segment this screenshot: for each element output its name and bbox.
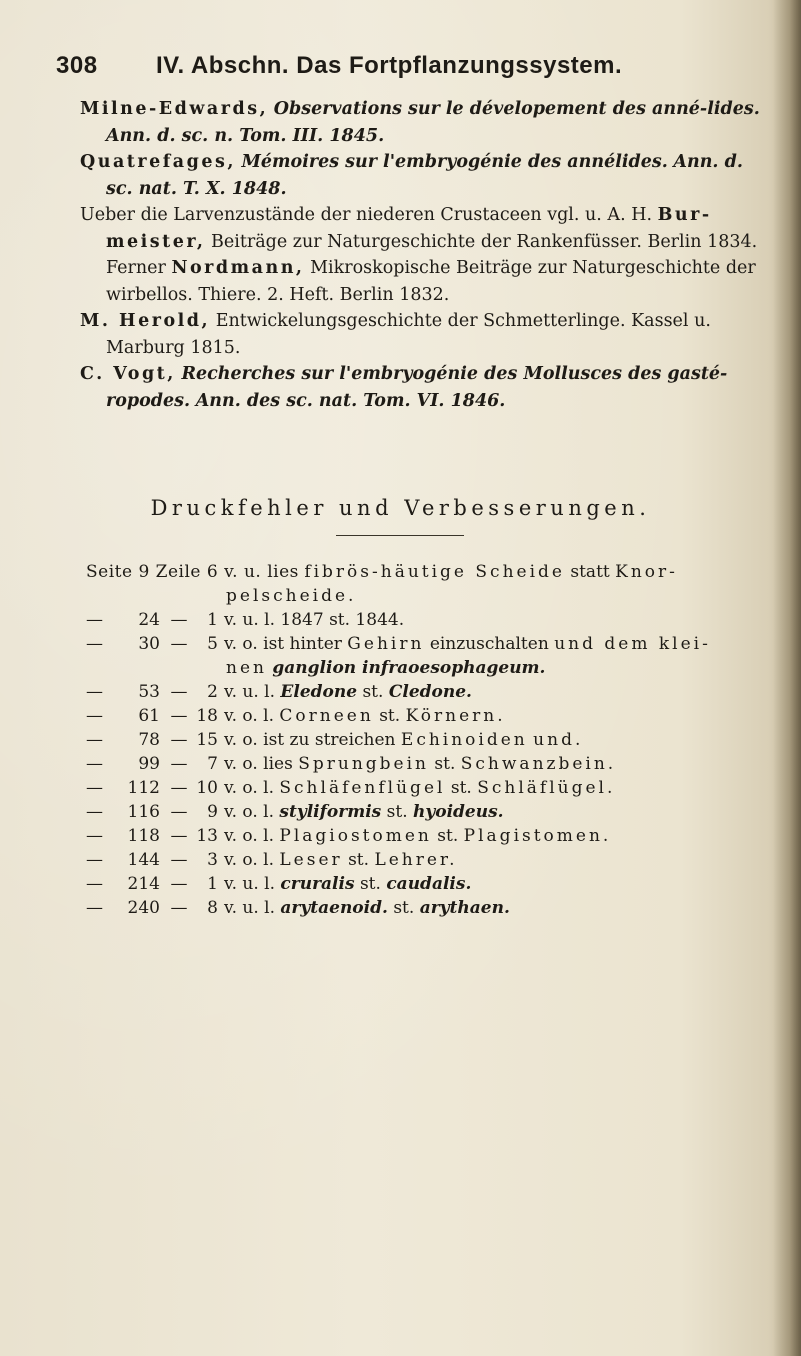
reference-entry — [80, 308, 760, 361]
errata-original: pelscheide. — [226, 586, 357, 606]
errata-original: Knor- — [615, 562, 678, 582]
errata-page-number: 112 — [127, 778, 160, 798]
errata-direction: v. o. — [224, 754, 258, 774]
errata-original: und dem klei- — [554, 634, 711, 654]
errata-dash: — — [86, 802, 103, 822]
errata-direction: v. u. — [224, 682, 259, 702]
errata-line-number: 1 — [207, 874, 218, 894]
errata-word: st. — [348, 850, 370, 870]
errata-row — [86, 704, 766, 728]
errata-page-number: 53 — [138, 682, 160, 702]
errata-original: hyoideus. — [413, 802, 504, 822]
reference-title: Observations sur le dévelopement des anné-lides. — [273, 99, 760, 119]
errata-word: l. — [264, 682, 275, 702]
errata-page-number: 24 — [138, 610, 160, 630]
errata-direction: v. o. — [224, 778, 258, 798]
errata-line-number: 2 — [207, 682, 218, 702]
errata-page-number: 78 — [138, 730, 160, 750]
errata-correction: Corneen — [279, 706, 374, 726]
reference-source: Ann. d. sc. n. Tom. III. 1845. — [106, 125, 385, 146]
errata-correction: Gehirn — [347, 634, 425, 654]
errata-word: l. — [263, 850, 274, 870]
errata-original: Körnern. — [405, 706, 506, 726]
errata-original: Cledone. — [388, 682, 472, 702]
errata-correction: Echinoiden — [400, 730, 528, 750]
errata-row-continuation — [86, 584, 766, 608]
errata-page-number: 99 — [138, 754, 160, 774]
errata-list — [86, 560, 766, 920]
errata-page-number: 118 — [127, 826, 160, 846]
errata-dash: — — [86, 706, 103, 726]
errata-row — [86, 896, 766, 920]
errata-row — [86, 728, 766, 752]
errata-original: und. — [533, 730, 584, 750]
reference-text: Mikroskopische Beiträge zur Naturgeschichte der wirbellos. Thiere. 2. Heft. Berlin 1832. — [106, 258, 756, 305]
errata-dash: — — [86, 874, 103, 894]
errata-word: einzuschalten — [429, 634, 549, 654]
errata-dash: — — [86, 730, 103, 750]
reference-entry — [80, 96, 760, 149]
errata-correction: cruralis — [280, 874, 355, 894]
reference-title: Mémoires sur l'embryogénie des annélides. — [241, 152, 668, 172]
reference-entry — [80, 149, 760, 202]
reference-entry — [80, 361, 760, 414]
errata-page-number: 144 — [127, 850, 160, 870]
errata-direction: v. u. — [224, 610, 259, 630]
errata-line-number: 13 — [196, 826, 218, 846]
reference-title: Recherches sur l'embryogénie des Mollusces des gasté-ropodes. — [106, 364, 728, 411]
errata-row — [86, 560, 766, 584]
errata-row-continuation — [86, 656, 766, 680]
errata-correction: Sprungbein — [298, 754, 429, 774]
errata-row — [86, 680, 766, 704]
reference-author: Nordmann, — [171, 258, 305, 278]
errata-dash: — — [86, 850, 103, 870]
errata-page-number: 61 — [138, 706, 160, 726]
page-header — [56, 48, 756, 88]
errata-word: l. — [264, 874, 275, 894]
errata-word: l. — [263, 802, 274, 822]
reference-author: Bur-meister, — [106, 205, 712, 252]
errata-direction: v. o. — [224, 706, 258, 726]
errata-word: st. — [450, 778, 472, 798]
errata-line-number: 18 — [196, 706, 218, 726]
errata-dash: — — [86, 634, 103, 654]
errata-word: l. — [263, 826, 274, 846]
errata-direction: v. o. — [224, 826, 258, 846]
errata-word: l. — [263, 778, 274, 798]
errata-dash: — — [170, 874, 188, 894]
errata-word: st. — [362, 682, 384, 702]
errata-rows — [86, 608, 766, 920]
errata-original: nen — [226, 658, 267, 678]
errata-dash: — — [170, 850, 188, 870]
errata-word: st. — [386, 802, 408, 822]
errata-dash: — — [170, 898, 188, 918]
reference-author: C. Vogt, — [80, 364, 176, 384]
errata-correction: Eledone — [280, 682, 358, 702]
errata-dash: — — [170, 754, 188, 774]
errata-row — [86, 608, 766, 632]
running-title: IV. Abschn. Das Fortpflanzungssystem. — [156, 52, 623, 79]
page-edge-shadow — [773, 0, 801, 1356]
errata-row — [86, 632, 766, 656]
errata-original: Schwanzbein. — [460, 754, 617, 774]
errata-original: ganglion infraoesophageum. — [272, 658, 546, 678]
errata-original: Plagistomen. — [463, 826, 612, 846]
errata-row — [86, 824, 766, 848]
errata-direction: v. o. — [224, 850, 258, 870]
errata-line-number: 9 — [207, 802, 218, 822]
errata-dash: — — [170, 730, 188, 750]
errata-dash: — — [170, 610, 188, 630]
errata-locator: Seite 9 Zeile 6 v. u. lies — [86, 562, 299, 582]
reference-text: Ueber die Larvenzustände der niederen Crustaceen vgl. u. A. H. — [80, 205, 653, 225]
errata-direction: v. u. — [224, 898, 259, 918]
errata-word: st. — [379, 706, 401, 726]
errata-row — [86, 872, 766, 896]
reference-entry — [80, 202, 760, 308]
errata-line-number: 1 — [207, 610, 218, 630]
errata-word: l. 1847 st. 1844. — [264, 610, 405, 630]
errata-dash: — — [86, 826, 103, 846]
errata-page-number: 116 — [127, 802, 160, 822]
errata-row — [86, 848, 766, 872]
errata-line-number: 10 — [196, 778, 218, 798]
errata-page-number: 214 — [127, 874, 160, 894]
errata-original: arythaen. — [419, 898, 510, 918]
reference-author: Milne-Edwards, — [80, 99, 269, 119]
errata-direction: v. o. — [224, 802, 258, 822]
errata-dash: — — [86, 898, 103, 918]
page-number: 308 — [56, 52, 98, 79]
errata-word: st. — [359, 874, 381, 894]
errata-dash: — — [170, 634, 188, 654]
errata-word: l. — [263, 706, 274, 726]
errata-correction: Schläfenflügel — [279, 778, 446, 798]
errata-dash: — — [170, 826, 188, 846]
errata-correction: fibrös-häutige Scheide — [304, 562, 565, 582]
errata-original: Schläflügel. — [477, 778, 616, 798]
reference-author: Quatrefages, — [80, 152, 236, 172]
errata-original: caudalis. — [386, 874, 472, 894]
errata-page-number: 240 — [127, 898, 160, 918]
errata-dash: — — [86, 610, 103, 630]
errata-correction: arytaenoid. — [280, 898, 388, 918]
errata-row — [86, 800, 766, 824]
errata-word: st. — [434, 754, 456, 774]
errata-line-number: 7 — [207, 754, 218, 774]
errata-dash: — — [170, 778, 188, 798]
errata-dash: — — [86, 754, 103, 774]
errata-divider — [336, 535, 464, 536]
errata-word: lies — [263, 754, 293, 774]
errata-word: ist zu streichen — [263, 730, 396, 750]
errata-heading: Druckfehler und Verbesserungen. — [150, 496, 651, 520]
errata-line-number: 5 — [207, 634, 218, 654]
reference-list — [80, 96, 760, 414]
errata-word: l. — [264, 898, 275, 918]
errata-row — [86, 776, 766, 800]
reference-source: Ann. des sc. nat. Tom. VI. 1846. — [195, 390, 506, 411]
errata-dash: — — [170, 706, 188, 726]
errata-page-number: 30 — [138, 634, 160, 654]
reference-text: Beiträge zur Naturgeschichte der Rankenfüsser. Berlin 1834. Ferner — [106, 231, 758, 278]
reference-source: Ann. d. sc. nat. T. X. 1848. — [106, 152, 743, 199]
errata-direction: v. o. — [224, 730, 258, 750]
reference-author: M. Herold, — [80, 311, 211, 331]
errata-word: ist hinter — [263, 634, 342, 654]
errata-line-number: 3 — [207, 850, 218, 870]
errata-row — [86, 752, 766, 776]
errata-correction: styliformis — [279, 802, 382, 822]
errata-correction: Plagiostomen — [279, 826, 432, 846]
errata-direction: v. u. — [224, 874, 259, 894]
errata-direction: v. o. — [224, 634, 258, 654]
errata-correction: Leser — [279, 850, 343, 870]
errata-original: Lehrer. — [374, 850, 458, 870]
errata-line-number: 8 — [207, 898, 218, 918]
errata-word: st. — [393, 898, 415, 918]
errata-dash: — — [170, 682, 188, 702]
errata-dash: — — [86, 682, 103, 702]
errata-dash: — — [86, 778, 103, 798]
errata-word: st. — [437, 826, 459, 846]
errata-word: statt — [570, 562, 610, 582]
errata-dash: — — [170, 802, 188, 822]
reference-text: Entwickelungsgeschichte der Schmetterlinge. Kassel u. Marburg 1815. — [106, 311, 711, 358]
errata-line-number: 15 — [196, 730, 218, 750]
